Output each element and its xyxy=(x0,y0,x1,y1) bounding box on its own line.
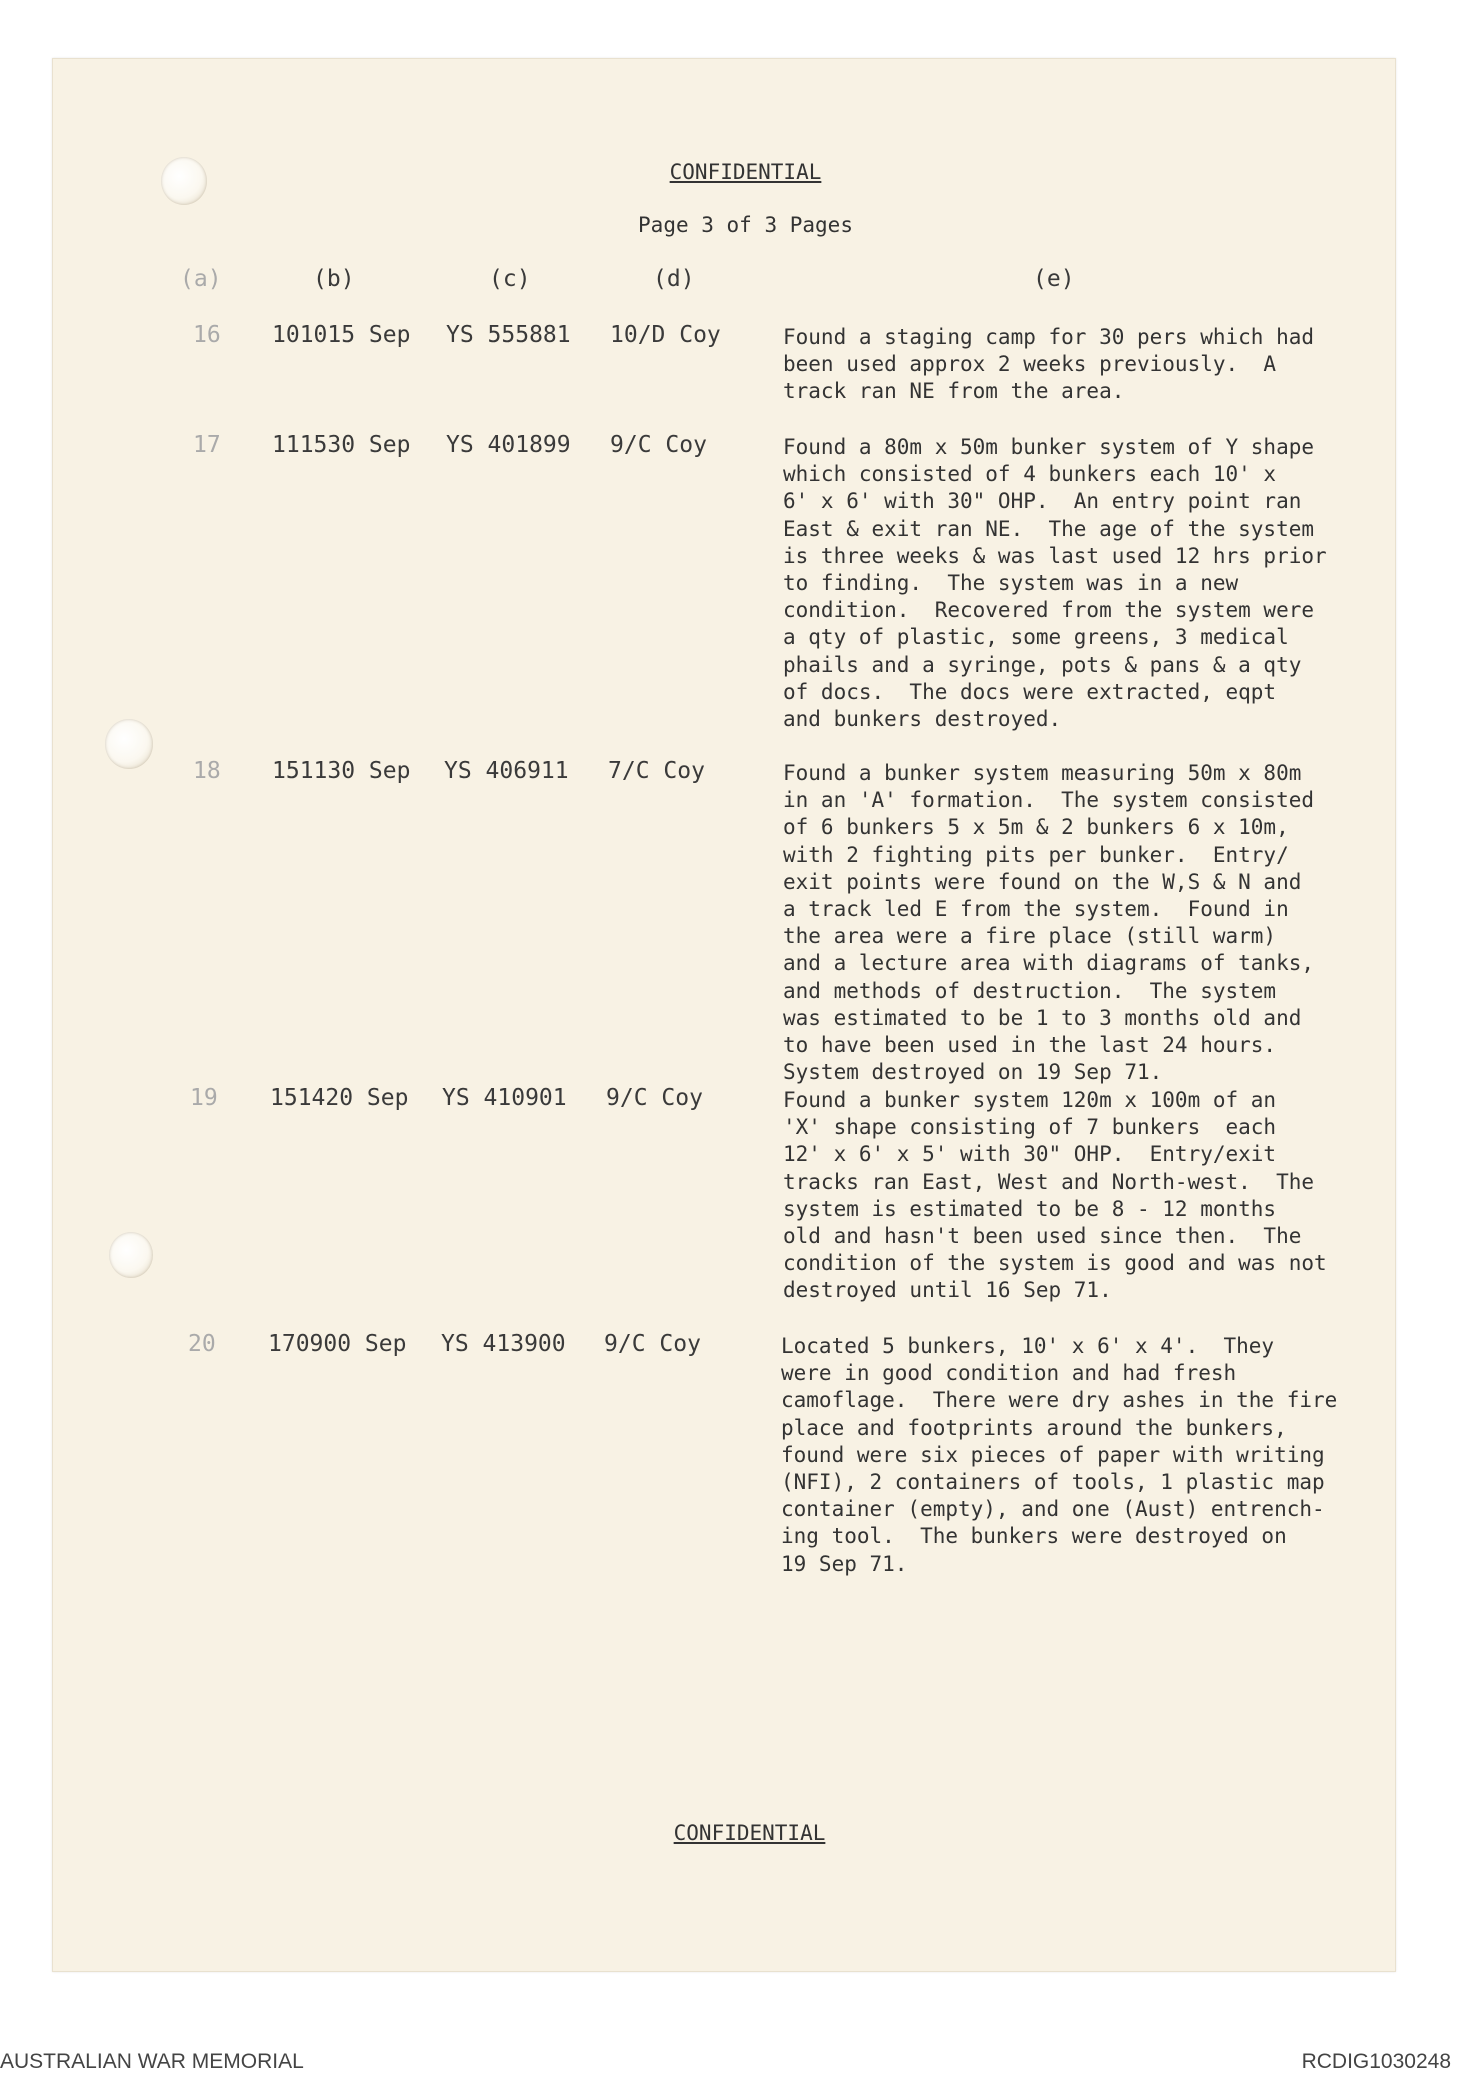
page-number: Page 3 of 3 Pages xyxy=(638,213,853,237)
row-description: Found a staging camp for 30 pers which had been used approx 2 weeks previously. A track ran NE from the area. xyxy=(783,325,1315,404)
column-header-d: (d) xyxy=(653,266,695,292)
row-serial: 19 xyxy=(190,1085,218,1111)
row-grid-ref: YS 401899 xyxy=(446,432,571,458)
row-serial: 20 xyxy=(188,1331,216,1357)
row-grid-ref: YS 413900 xyxy=(441,1331,566,1357)
row-unit: 9/C Coy xyxy=(604,1331,701,1357)
row-unit: 9/C Coy xyxy=(606,1085,703,1111)
row-description: Found a bunker system 120m x 100m of an 'X' shape consisting of 7 bunkers each 12' x 6' x 5' with 30" OHP. Entry/exit tracks ran East, West and North-west. The system is estimated to be 8 - 12 months old and hasn't been used since then. The condition of the system is good and was not destroyed until 16 Sep 71. xyxy=(783,1088,1327,1303)
archive-reference: RCDIG1030248 xyxy=(1301,2050,1451,2073)
column-header-a: (a) xyxy=(180,266,222,292)
classification-header: CONFIDENTIAL xyxy=(669,160,822,184)
punch-hole-middle xyxy=(105,719,153,769)
row-grid-ref: YS 410901 xyxy=(442,1085,567,1111)
row-serial: 16 xyxy=(193,322,221,348)
column-header-c: (c) xyxy=(489,266,531,292)
column-header-e: (e) xyxy=(1033,266,1075,292)
punch-hole-bottom xyxy=(109,1232,153,1278)
row-unit: 7/C Coy xyxy=(608,758,705,784)
row-grid-ref: YS 555881 xyxy=(446,322,571,348)
row-description: Found a bunker system measuring 50m x 80m in an 'A' formation. The system consisted of 6 bunkers 5 x 5m & 2 bunkers 6 x 10m, with 2 fighting pits per bunker. Entry/ exit points were found on the W,S & N and a track led E from the system. Found in the area were a fire place (still warm) and a lecture area with diagrams of tanks, and methods of destruction. The system was estimated to be 1 to 3 months old and to have been used in the last 24 hours. System destroyed on 19 Sep 71. xyxy=(783,761,1315,1085)
row-unit: 9/C Coy xyxy=(610,432,707,458)
row-date-time: 170900 Sep xyxy=(268,1331,407,1357)
row-date-time: 151130 Sep xyxy=(272,758,411,784)
classification-footer: CONFIDENTIAL xyxy=(673,1821,826,1845)
row-date-time: 111530 Sep xyxy=(272,432,411,458)
row-unit: 10/D Coy xyxy=(610,322,721,348)
row-date-time: 101015 Sep xyxy=(272,322,411,348)
row-serial: 18 xyxy=(193,758,221,784)
row-description: Located 5 bunkers, 10' x 6' x 4'. They were in good condition and had fresh camoflage. There were dry ashes in the fire place and footprints around the bunkers, found were six pieces of paper with writing (NFI), 2 containers of tools, 1 plastic map container (empty), and one (Aust) entrench- ing tool. The bunkers were destroyed on 19 Sep 71. xyxy=(781,1334,1338,1576)
row-date-time: 151420 Sep xyxy=(270,1085,409,1111)
column-header-b: (b) xyxy=(313,266,355,292)
row-grid-ref: YS 406911 xyxy=(444,758,569,784)
row-serial: 17 xyxy=(193,432,221,458)
row-description: Found a 80m x 50m bunker system of Y shape which consisted of 4 bunkers each 10' x 6' x 6' with 30" OHP. An entry point ran East & exit ran NE. The age of the system is three weeks & was last used 12 hrs prior to finding. The system was in a new condition. Recovered from the system were a qty of plastic, some greens, 3 medical phails and a syringe, pots & pans & a qty of docs. The docs were extracted, eqpt and bunkers destroyed. xyxy=(783,435,1327,732)
archive-institution: AUSTRALIAN WAR MEMORIAL xyxy=(0,2050,304,2073)
